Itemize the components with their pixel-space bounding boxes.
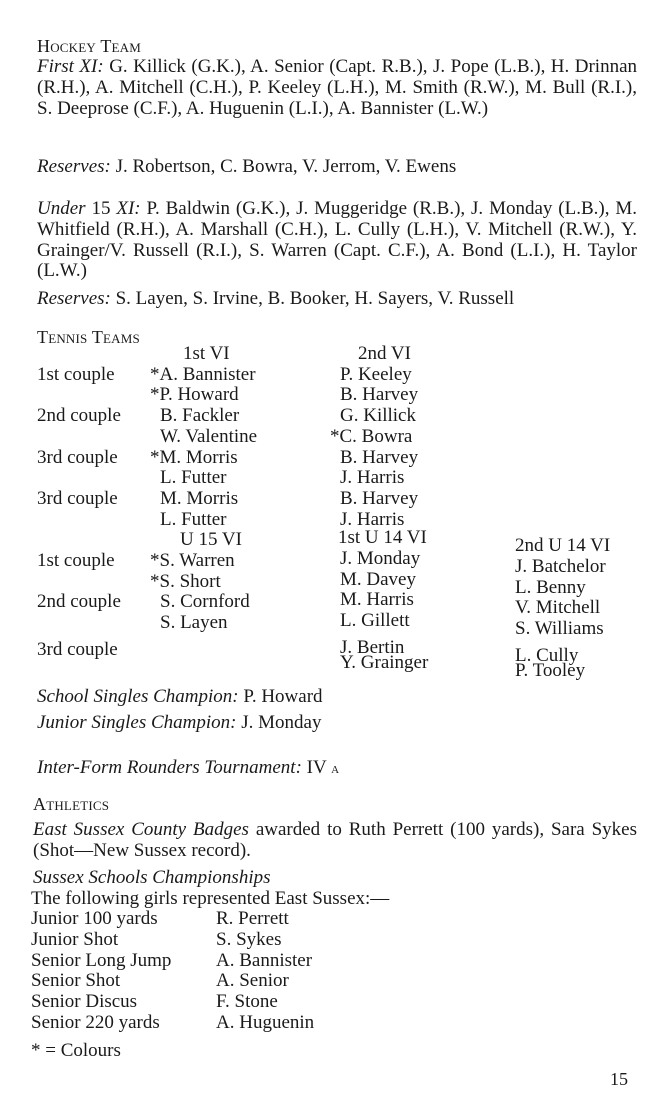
athletics-event-row (31, 991, 278, 1013)
event-name: Senior Shot (31, 970, 121, 992)
team-1-cell: L. Futter (160, 467, 227, 489)
team-1-cell: M. Morris (160, 487, 239, 509)
team-3-cell: L. Cully (515, 644, 579, 666)
team-3-cell: S. Williams (515, 618, 604, 640)
team-1-cell: S. Cornford (160, 591, 250, 613)
couple-label: 1st couple (37, 550, 115, 571)
athletics-event-row (31, 970, 289, 992)
couple-label: 3rd couple (37, 638, 118, 660)
team-1-cell: W. Valentine (160, 425, 258, 447)
team-1-cell: B. Fackler (160, 405, 240, 427)
event-athlete: R. Perrett (216, 908, 289, 929)
event-athlete: S. Sykes (216, 928, 282, 950)
event-name: Senior 220 yards (31, 1012, 160, 1033)
team-1-cell: 1st VI (183, 343, 230, 364)
event-athlete: A. Senior (216, 970, 289, 992)
under15-text: P. Baldwin (G.K.), J. Muggeridge (R.B.), J. Monday (L.B.), M. Whitfield (R.H.), A. Marshall (C.H.), L. Cully (L.H.), V. Mitchell (R.W.), Y. Grainger/V. Russell (R.I.), S. Warren (Capt. C.F.), A. Bond (L.I.), H. Taylor (L.W.) (37, 198, 637, 282)
team-3-cell: P. Tooley (515, 659, 586, 681)
team-2-cell: M. Davey (340, 568, 416, 590)
couple-label: 2nd couple (37, 405, 121, 427)
team-1-cell: *M. Morris (150, 446, 238, 468)
team-3-cell: J. Batchelor (515, 556, 606, 577)
athletics-event-row (31, 1012, 315, 1034)
team-1-cell: S. Layen (160, 612, 228, 634)
rounders-value: IV (306, 757, 327, 778)
team-2-cell: G. Killick (340, 405, 416, 427)
first-reserves-text: J. Robertson, C. Bowra, V. Jerrom, V. Ewens (115, 156, 457, 177)
badges-label: East Sussex County Badges (33, 819, 249, 840)
badges-text: awarded to Ruth Perrett (100 yards), Sara Sykes (Shot—New Sussex record). (33, 819, 637, 861)
under15-reserves-label: Reserves: (37, 288, 111, 309)
under15-label-c: XI: (116, 198, 141, 219)
athletics-event-row (31, 908, 289, 930)
team-2-cell: Y. Grainger (340, 651, 429, 673)
event-athlete: A. Huguenin (216, 1012, 315, 1033)
rounders-label: Inter-Form Rounders Tournament: (37, 757, 302, 778)
team-2-cell: J. Monday (340, 548, 421, 569)
team-3-cell: L. Benny (515, 576, 586, 598)
tennis-heading: Tennis Teams (37, 327, 140, 347)
event-name: Junior 100 yards (31, 908, 158, 929)
team-2-cell: P. Keeley (340, 363, 412, 385)
badges-paragraph (33, 820, 637, 862)
team-2-cell: 2nd VI (358, 343, 411, 364)
team-2-cell: B. Harvey (340, 487, 419, 509)
team-2-cell: J. Harris (340, 508, 405, 530)
team-1-cell: L. Futter (160, 508, 227, 530)
rounders (37, 757, 339, 779)
couple-label: 1st couple (37, 363, 115, 385)
team-2-cell: M. Harris (340, 589, 414, 611)
couple-label: 3rd couple (37, 446, 118, 468)
first-xi-label: First XI: (37, 56, 104, 77)
couple-label: 3rd couple (37, 487, 118, 509)
team-3-cell: 2nd U 14 VI (515, 535, 611, 557)
team-1-cell: U 15 VI (180, 529, 242, 551)
school-singles (37, 686, 323, 708)
athletics-heading: Athletics (33, 794, 110, 814)
event-name: Senior Long Jump (31, 949, 172, 971)
team-2-cell: J. Harris (340, 467, 405, 489)
team-1-cell: *S. Warren (150, 550, 235, 571)
team-2-cell: B. Harvey (340, 384, 419, 406)
first-reserves-paragraph (37, 157, 637, 178)
page-number: 15 (610, 1069, 628, 1089)
under15-reserves-paragraph (37, 289, 637, 310)
couple-label: 2nd couple (37, 591, 121, 613)
championships-label: Sussex Schools Championships (33, 867, 271, 888)
hockey-heading: Hockey Team (37, 36, 142, 56)
team-2-cell: J. Bertin (340, 636, 405, 658)
under15-reserves-text: S. Layen, S. Irvine, B. Booker, H. Sayers, V. Russell (115, 288, 515, 309)
championships-intro: The following girls represented East Sussex:— (31, 888, 390, 909)
event-name: Junior Shot (31, 928, 119, 950)
event-athlete: A. Bannister (216, 949, 313, 971)
junior-singles-value: J. Monday (241, 712, 322, 733)
team-1-cell: *P. Howard (150, 384, 239, 406)
team-2-cell: L. Gillett (340, 610, 410, 632)
school-singles-label: School Singles Champion: (37, 686, 239, 707)
team-2-cell: B. Harvey (340, 446, 419, 468)
team-2-cell: 1st U 14 VI (338, 527, 427, 549)
event-name: Senior Discus (31, 991, 138, 1013)
athletics-event-row (31, 928, 282, 951)
under15-paragraph (37, 199, 637, 282)
under15-label-a: Under (37, 198, 86, 219)
junior-singles-label: Junior Singles Champion: (37, 712, 237, 733)
team-2-cell: *C. Bowra (330, 425, 413, 447)
team-1-cell: *S. Short (150, 570, 221, 592)
team-1-cell: *A. Bannister (150, 363, 256, 385)
athletics-event-row (31, 949, 313, 972)
junior-singles (37, 712, 321, 734)
team-3-cell: V. Mitchell (515, 597, 601, 619)
school-singles-value: P. Howard (243, 686, 323, 707)
first-xi-text: G. Killick (G.K.), A. Senior (Capt. R.B.), J. Pope (L.B.), H. Drinnan (R.H.), A. Mitchell (C.H.), P. Keeley (L.H.), M. Smith (R.W.), M. Bull (R.I.), S. Deeprose (C.F.), A. Huguenin (L.I.), A. Bannister (L.W.) (37, 56, 638, 119)
under15-label-b: 15 (85, 198, 117, 219)
rounders-value-sc: a (331, 760, 340, 777)
first-reserves-label: Reserves: (37, 156, 111, 177)
first-xi-paragraph (37, 57, 637, 119)
event-athlete: F. Stone (216, 991, 278, 1013)
colours-note: * = Colours (31, 1040, 121, 1061)
